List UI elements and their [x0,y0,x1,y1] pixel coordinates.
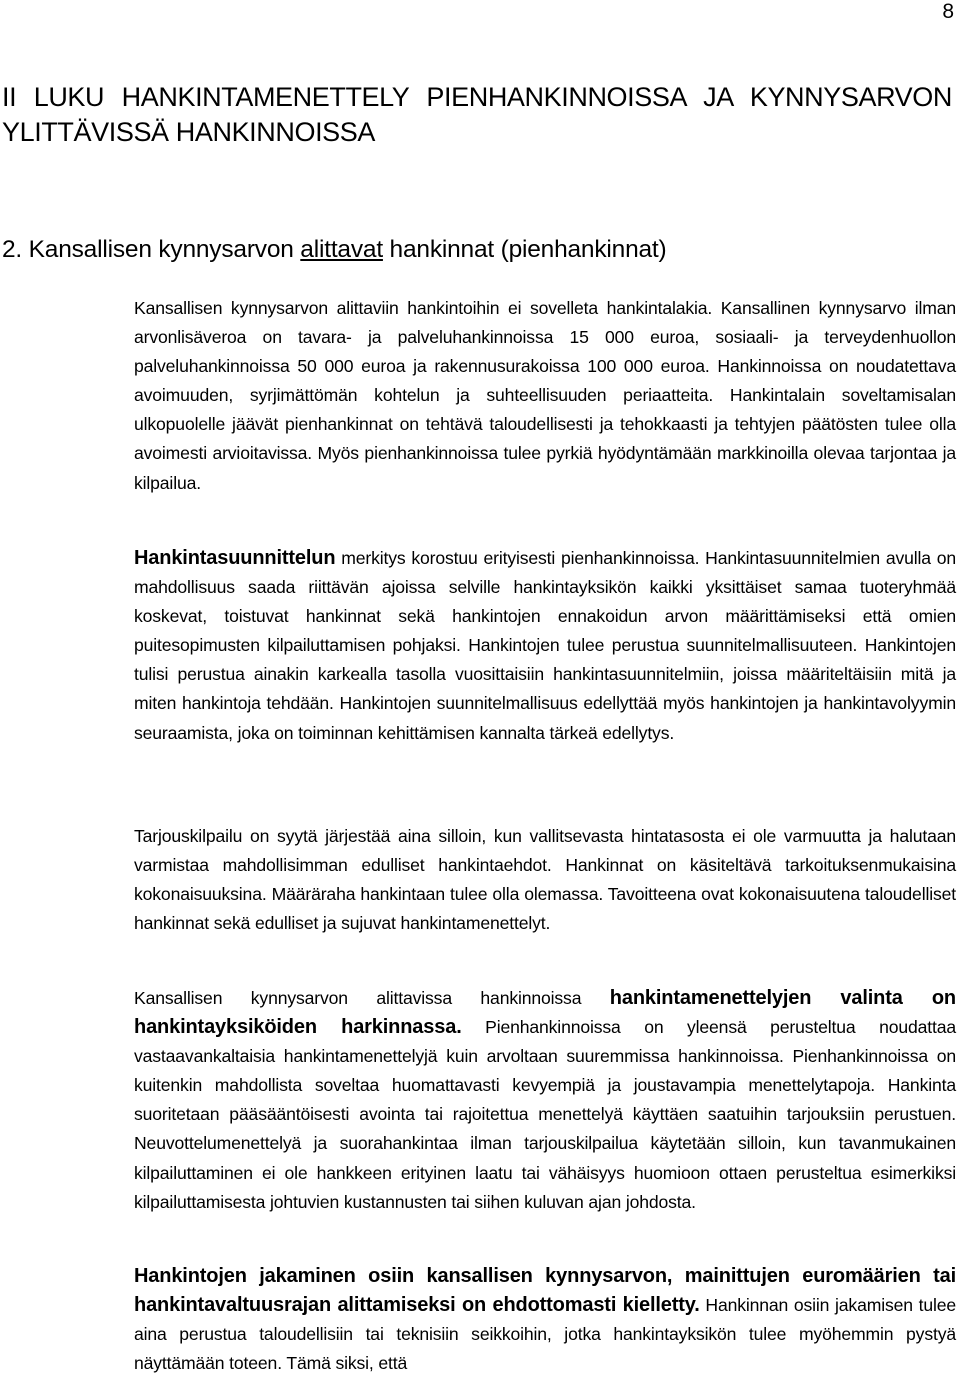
section-heading-suffix: hankinnat (pienhankinnat) [382,236,667,263]
paragraph-splitting-prohibited-bold: Hankintojen jakaminen osiin kansallisen kynnysarvon, mainittujen euromäärien tai hankintavaltuusrajan alittamiseksi on ehdottomasti kielletty. [134,1265,956,1317]
paragraph-tendering: Tarjouskilpailu on syytä järjestää aina silloin, kun vallitsevasta hintatasosta ei ole varmuutta ja halutaan varmistaa mahdollisimman edulliset hankintaehdot. Hankinnat on käsiteltävä tarkoituksenmukaisina kokonaisuuksina. Määräraha hankintaan tulee olla olemassa. Tavoitteena ovat kokonaisuutena taloudelliset hankinnat sekä edulliset ja sujuvat hankintamenettelyt. [134,826,956,934]
chapter-title: II LUKU HANKINTAMENETTELY PIENHANKINNOISSA JA KYNNYSARVON YLITTÄVISSÄ HANKINNOISSA [2,82,952,147]
section-heading-underlined: alittavat [300,236,383,263]
paragraph-splitting-prohibited [134,1262,956,1378]
paragraph-splitting-prohibited-text: Hankinnan osiin jakamisen tulee aina perustua taloudellisiin tai teknisiin seikkoihin, jotka hankintayksikön tulee myöhemmin pystyä näyttämään toteen. Tämä siksi, että [134,1295,957,1374]
paragraph-procurement-planning-text: merkitys korostuu erityisesti pienhankinnoissa. Hankintasuunnitelmien avulla on mahdollisuus saada riittävän ajoissa selville hankintayksikön kaikki yksittäiset samaa tuoteryhmää koskevat, toistuvat hankinnat sekä hankintojen ennakoidun arvon määrittämiseksi että omien puitesopimusten kilpailuttamisen pohjaksi. Hankintojen tulee perustua suunnitelmallisuuteen. Hankintojen tulisi perustua ainakin karkealla tasolla vuosittaisiin hankintasuunnitelmiin, joissa määriteltäisiin mitä ja miten hankintoja tehdään. Hankintojen suunnitelmallisuus edellyttää myös hankintojen ja hankintavolyymin seuraamista, joka on toiminnan kehittämisen kannalta tärkeä edellytys. [134,548,956,743]
paragraph-procurement-planning [134,544,956,748]
paragraph-procedure-choice [134,984,956,1217]
page-number: 8 [942,0,954,23]
paragraph-procedure-choice-text: Pienhankinnoissa on yleensä perusteltua noudattaa vastaavankaltaisia hankintamenettelyjä kuin arvoltaan suuremmissa hankinnoissa. Pienhankinnoissa on kuitenkin mahdollista soveltaa huomattavasti kevyempiä ja joustavampia menettelytapoja. Hankinta suoritetaan pääsääntöisesti avointa tai rajoitettua menettelyä käyttäen saatuihin tarjouksiin perustuen. Neuvottelumenettelyä ja suorahankintaa ilman tarjouskilpailua käytetään silloin, kun tavanmukainen kilpailuttaminen ei ole hankkeen erityinen laatu tai vähäisyys huomioon ottaen perusteltua esimerkiksi kilpailuttamisesta johtuvien kustannusten tai siihen kuluvan ajan johdosta. [134,1017,956,1212]
section-heading-prefix: 2. Kansallisen kynnysarvon [2,236,301,263]
paragraph-procedure-choice-start: Kansallisen kynnysarvon alittavissa hankinnoissa [134,988,610,1008]
paragraph-procurement-planning-bold: Hankintasuunnittelun [134,547,336,569]
section-heading [2,234,942,266]
paragraph-threshold-intro: Kansallisen kynnysarvon alittaviin hankintoihin ei sovelleta hankintalakia. Kansallinen kynnysarvo ilman arvonlisäveroa on tavara- ja palveluhankinnoissa 15 000 euroa, sosiaali- ja terveydenhuollon palveluhankinnoissa 50 000 euroa ja rakennusurakoissa 100 000 euroa. Hankinnoissa on noudatettava avoimuuden, syrjimättömän kohtelun ja suhteellisuuden periaatteita. Hankintalain soveltamisalan ulkopuolelle jäävät pienhankinnat on tehtävä taloudellisesti ja tehokkaasti ja tehtyjen päätösten tulee olla avoimesti arvioitavissa. Myös pienhankinnoissa tulee pyrkiä hyödyntämään markkinoilla olevaa tarjontaa ja kilpailua. [134,298,956,493]
paragraph-procedure-choice-bold: hankintamenettelyjen valinta on hankintayksiköiden harkinnassa. [134,987,956,1039]
